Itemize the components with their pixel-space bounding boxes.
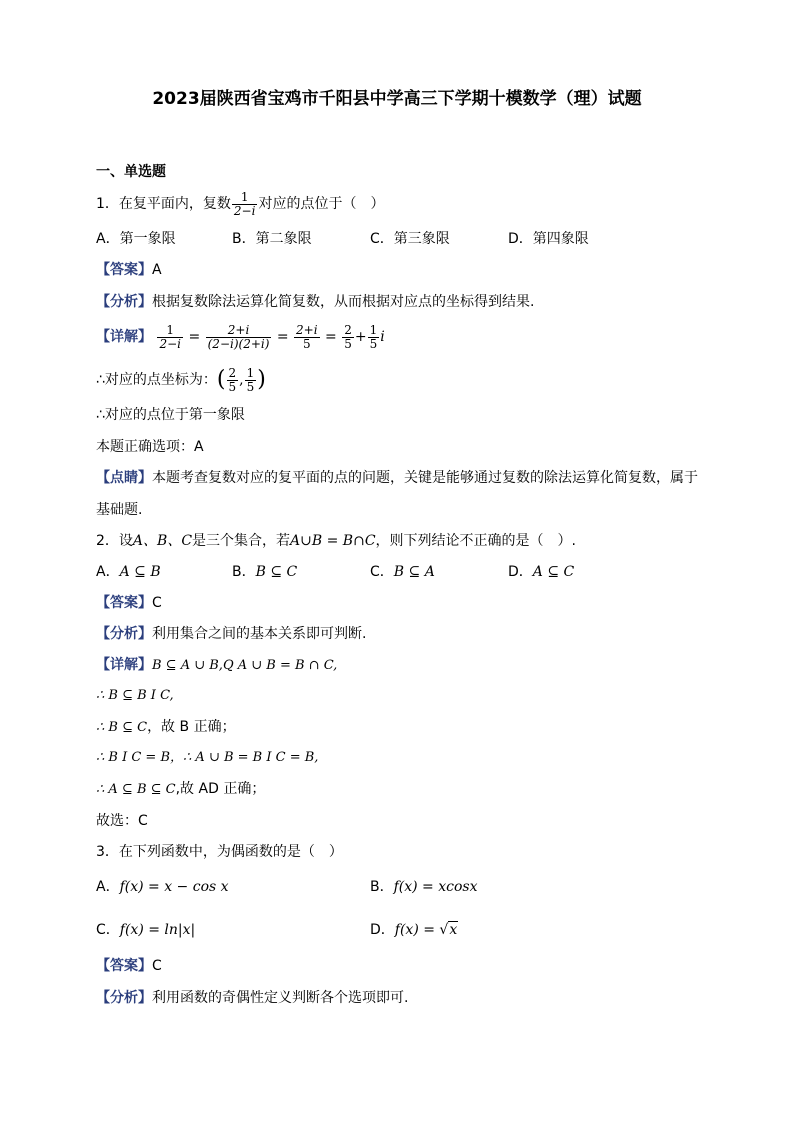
q1-detail-frac-2-den: (2−i)(2+i) <box>207 336 270 351</box>
q1-option-a: A．第一象限 <box>96 231 176 247</box>
q2-choice: 故选：C <box>96 813 148 829</box>
q1-coord-a-num: 2 <box>228 365 237 380</box>
q1-comment-text-1: 本题考查复数对应的复平面的点的问题，关键是能够通过复数的除法运算化简复数，属于 <box>152 470 698 486</box>
q1-detail-eq-3: = <box>325 329 337 345</box>
q1-option-c: C．第三象限 <box>370 231 450 247</box>
analysis-label: 【分析】 <box>96 990 152 1006</box>
q1-detail-frac-5-den: 5 <box>369 336 378 351</box>
q3-option-c-letter: C． <box>96 922 120 938</box>
q1-comment <box>96 468 698 488</box>
q2-detail-line-1: B ⊆ A ∪ B,Q A ∪ B = B ∩ C, <box>152 658 338 673</box>
detail-label: 【详解】 <box>96 329 152 345</box>
comment-label: 【点睛】 <box>96 470 152 486</box>
q2-line-5 <box>96 779 265 800</box>
q3-option-c-expr: f(x) = ln|x| <box>119 922 196 938</box>
q2-detail <box>96 655 337 676</box>
q1-detail-frac-3 <box>294 324 320 351</box>
q1-detail-i: i <box>380 329 385 345</box>
sqrt-symbol: √x <box>439 922 458 938</box>
q2-stem-cond: A∪B = B∩C <box>290 533 376 549</box>
q1-detail-eq-1: = <box>188 329 201 345</box>
q1-detail-eq-2: = <box>276 329 289 345</box>
q1-coord-frac-b <box>245 367 257 394</box>
q2-stem-b: 是三个集合，若 <box>192 533 291 549</box>
q2-option-a-expr: A ⊆ B <box>119 564 161 580</box>
q2-stem <box>96 531 576 551</box>
q1-frac-num: 1 <box>240 189 249 204</box>
q1-detail-plus: + <box>354 329 367 345</box>
q1-coord-line <box>96 360 266 400</box>
q1-detail-frac-2-num: 2+i <box>227 322 250 337</box>
q1-stem-prefix: 1．在复平面内，复数 <box>96 196 231 212</box>
q2-option-c <box>370 562 435 582</box>
q3-option-a-letter: A． <box>96 879 120 895</box>
q2-option-c-expr: B ⊆ A <box>393 564 435 580</box>
page-title: 2023届陕西省宝鸡市千阳县中学高三下学期十模数学（理）试题 <box>152 89 642 109</box>
section-heading: 一、单选题 <box>96 164 166 180</box>
q2-analysis-text: 利用集合之间的基本关系即可判断. <box>152 626 367 642</box>
q2-stem-c: ，则下列结论不正确的是（ ）. <box>375 533 576 549</box>
detail-label: 【详解】 <box>96 657 152 673</box>
q2-line-3-math: ∴ B ⊆ C <box>96 720 148 735</box>
q3-answer-value: C <box>152 958 162 974</box>
q3-analysis <box>96 988 408 1008</box>
q1-frac-den: 2−i <box>233 203 256 218</box>
analysis-label: 【分析】 <box>96 294 152 310</box>
q3-option-a <box>96 877 229 897</box>
q1-correct-line: 本题正确选项：A <box>96 439 204 455</box>
q1-answer-value: A <box>152 262 162 278</box>
q3-answer <box>96 956 162 976</box>
q2-option-d-letter: D． <box>508 564 533 580</box>
q2-option-b <box>232 562 297 582</box>
q1-coord-frac-a <box>227 367 239 394</box>
answer-label: 【答案】 <box>96 595 152 611</box>
q1-analysis <box>96 292 534 312</box>
q1-coord-prefix: ∴对应的点坐标为： <box>96 372 217 388</box>
q1-detail-frac-1-den: 2−i <box>159 336 181 351</box>
coord-close-paren: ) <box>257 367 266 392</box>
q1-detail-frac-5 <box>368 324 380 351</box>
coord-comma: , <box>239 372 244 388</box>
q1-detail-frac-5-num: 1 <box>369 322 378 337</box>
q1-detail <box>96 316 385 358</box>
q1-coord-b-num: 1 <box>246 365 255 380</box>
q1-detail-frac-2 <box>206 324 272 351</box>
q1-stem-suffix: 对应的点位于（ ） <box>258 196 385 212</box>
q3-option-d-letter: D． <box>370 922 395 938</box>
q2-analysis <box>96 624 366 644</box>
q1-comment-cont: 基础题. <box>96 502 143 518</box>
q1-detail-frac-4-num: 2 <box>344 322 352 337</box>
q1-detail-frac-4 <box>342 324 354 351</box>
q2-option-d <box>508 562 574 582</box>
q1-coord-a-den: 5 <box>228 379 237 394</box>
q2-stem-sets: A、B、C <box>132 533 193 549</box>
q1-detail-frac-3-num: 2+i <box>296 322 318 337</box>
analysis-label: 【分析】 <box>96 626 152 642</box>
q2-answer-value: C <box>152 595 162 611</box>
q3-option-d-radicand: x <box>449 922 458 938</box>
q1-analysis-text: 根据复数除法运算化简复数，从而根据对应点的坐标得到结果. <box>152 294 535 310</box>
q3-option-d-expr: f(x) = <box>394 922 440 938</box>
q2-line-3-text: ，故 B 正确； <box>147 719 236 735</box>
q1-option-d: D．第四象限 <box>508 231 589 247</box>
q2-line-5-text: ,故 AD 正确； <box>175 781 266 797</box>
q1-option-b: B．第二象限 <box>232 231 312 247</box>
q3-option-c <box>96 920 195 940</box>
coord-open-paren: ( <box>216 367 226 392</box>
q2-option-b-expr: B ⊆ C <box>255 564 298 580</box>
q1-fraction <box>232 191 258 218</box>
q3-option-b-letter: B． <box>370 879 394 895</box>
q2-option-b-letter: B． <box>232 564 256 580</box>
q3-option-b-expr: f(x) = xcosx <box>393 879 478 895</box>
q2-option-d-expr: A ⊆ C <box>532 564 575 580</box>
q1-quadrant-line: ∴对应的点位于第一象限 <box>96 407 245 423</box>
q1-detail-frac-1-num: 1 <box>166 322 175 337</box>
q2-line-3 <box>96 717 236 738</box>
q1-detail-frac-4-den: 5 <box>344 336 352 351</box>
q3-option-a-expr: f(x) = x − cos x <box>119 879 229 895</box>
q1-detail-frac-1 <box>157 324 183 351</box>
q1-answer <box>96 260 162 280</box>
q2-answer <box>96 593 162 613</box>
q3-stem: 3．在下列函数中，为偶函数的是（ ） <box>96 844 343 860</box>
q3-option-d <box>370 920 458 940</box>
q2-line-4: ∴ B I C = B，∴ A ∪ B = B I C = B, <box>96 750 319 765</box>
q1-coord-b-den: 5 <box>246 379 255 394</box>
q2-option-a <box>96 562 161 582</box>
q3-analysis-text: 利用函数的奇偶性定义判断各个选项即可. <box>152 990 409 1006</box>
q2-stem-a: 2．设 <box>96 533 133 549</box>
q3-option-b <box>370 877 478 897</box>
q2-line-2: ∴ B ⊆ B I C, <box>96 688 174 703</box>
answer-label: 【答案】 <box>96 958 152 974</box>
answer-label: 【答案】 <box>96 262 152 278</box>
q1-stem <box>96 188 384 220</box>
q2-line-5-math: ∴ A ⊆ B ⊆ C <box>96 782 176 797</box>
q2-option-a-letter: A． <box>96 564 120 580</box>
q2-option-c-letter: C． <box>370 564 394 580</box>
q1-detail-frac-3-den: 5 <box>294 337 320 351</box>
